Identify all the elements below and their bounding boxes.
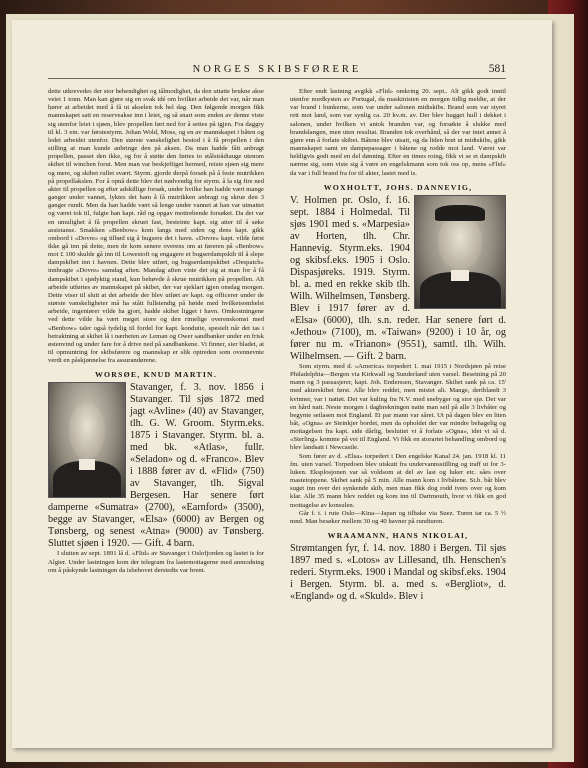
entry-note: Som styrm. med d. «America» torpedert 1. mai 1915 i Nordsjøen på reise Philadelphia—Bergen via Kirkwall og Sunderland uten varsel. Besetning på 20 mann og 3 passasjerer, kapt. Joh. Enderssen, Stavanger. Skibet sank på ca. 15' med akterskibet først. Alle blev reddet, men mistet alt. Mange, deriblandt 3 kvinner, var i nattøi. Det var kuling fra N.V. med snebyger og stor sjø. Det var en hård natt. Neste morgen i dagbrekningen natte man seil på alle 3 livbåter og begynte seilasen mot England. Et par mann var såret. Ut på dagen blev en liten båt, «Ogna» av Steinkjer bordet, men da opholdet der var mindre behagelig og mottagelsen fra kapt. side dårlig, besluttet vi å forlate «Ogna», idet vi så d. «Sterling» komme på vei til England. Vi fikk en storartet behandling ombord og blev landsatt i Newcastle. xyxy=(290,362,506,452)
bio-text: V. Holmen pr. Oslo, f. 16. sept. 1884 i Holmedal. Til sjøs 1901 med s. «Marpesia» av Horten, tlh. Chr. Hannevig. Styrm.eks. 1904 og skibsf.eks. 1905 i Oslo. Dispasjøreks. 1919. Styrm. bl. a. med en rekke skib tlh. Wilh. Wilhelmsen, Tønsberg. Blev i 1917 fører av d. «Elsa» (6000), tlh. s.n. reder. Har senere ført d. «Jethou» (7100), m. «Taiwan» (9200) i 10 år, og fører nu m. «Trianon» (9551), samtl. tlh. Wilh. Wilhelmsen. — Gift. 2 barn. xyxy=(290,194,506,362)
running-title: NORGES SKIBSFØRERE xyxy=(192,64,362,75)
running-header xyxy=(48,62,506,79)
right-column xyxy=(290,88,506,603)
entry-note-worsoe: I slutten av sept. 1891 lå d. «Flid» av Stavanger i Oslofjorden og lastet is for Algier. Under lastningen kom der telegram fra lastemottagerne med anmodning om å påskynde lastningen da isbehovet derstedts var brent. xyxy=(48,550,264,574)
portrait-worsoe xyxy=(48,382,126,498)
left-column xyxy=(48,88,264,575)
paragraph: Efter endt lastning avgikk «Flid» omkring 20. sept.. Alt gikk godt inntil utenfor nordkysten av Portugal, da maskinisten en morgen tidlig meldte, at der var brand i bunkerne, som var under salonen midtskibs. Brand som var styret rett mot land, som var synlig ca. 20 kv.m. av. Der blev hugget hull i dekket i salonen, under hvilken vi antok branden var, og forsøkte å slukke med brandslangen, men uten resultat. Branden tok overhånd, så der var intet annet å gjøre enn å forlate skibet. Båtene blev utsatt, og da liden brøt ut midtskibs, gikk mannskapet samt en dampepassager i båtene og rodde mot land. Været var heldigvis godt med en del dønning. Efter en times roing, fikk vi se et dampskib nærme sig, som viste sig å være en engelskmann som tok oss op, mens «Flid» da var i full brand fra for til akter, lastet med is. xyxy=(290,88,506,177)
portrait-collar xyxy=(79,459,94,470)
paragraph: dette utkrevedes der stor behendighet og tålmodighet, da den uttatte brukne akse veiet 1 tonn. Man kan gjøre sig en svak idé om hvilket arbeide det var, når man hører at arbeidet med å få ut akselen tok hel dag. Den følgende morgen fikk mannskapet satt en reserveakse inn i leiet, og så snart som enden av denne viste sig utenfor leiet i sjøen, blev propellen ført ned for å settes på igjen. Fra daggry til kl. 3 em. var førstestyrm. Johan Wold, Moss, og en av mannskapet i båten og ledet arbeidet utenfor. Den største vanskelighet bestod i å få propellen i den stilling at man kunde anbringe den på aksen. Da man hadde fått anbragt propellen, passet den ikke, og for å støtte den førtes to stålstrådtauge utenom skibet til winchen forut. Men man var beskjeftiget hermed, reiste sjøen sig mere og mere, og skibet rullet svært. Styrm. gjorde derpå forsøk på å feste mutrikken på propellakslen. For å opnå dette blev det nødvendig for styrm. å la sig fire ned akter til propellen og efter adskillige forsøk, under hvilke han hadde vært mange ganger under vannet, lyktes det ham å få mutrikken anbragt og skrue den 3 ganger rundt. Men da han hadde vært så lenge under vannet at han var utmattet og været tok til, fulgte han kapt. råd og opgav mottrebende forsøket. Da det var en umulighet å få propellen skruet fast, besteinte kapt. sig atter til å søke assistanse. Smakken «Benbow» kom langs med siden og dens kapt. gikk ombord i «Dovre» og tilbød sig å bugsere det i havn. «Dovre» kapt. vilde først ikke gå inn på dette, men de kom senere overens om at føreren på «Benbow» mot £ 100 skulde gå inn til Lowestoft og engagere et bugserdampskib til å slepe dampskibet inn i havnen. Dette blev utført, og bugserdampskibet «Despatch» innbragte «Dovre» samdag aften. Mandag aften viste det sig at man for å få dampskibet i sjødyktig stand, kun behøvde å skrue mutrikken på propellen. Alt arbeide utførtes av mannskapet på skibet, der var sjeklart igjen onsdag morgen. Dette viser til slutt at det arbeide der blev utført av kapt. og officerer under de største vanskeligheter må ha stått fullstendig på høide med hvilketsomhelst arbeide, ingeniører vilde ha gjort, hadde skibet ligget i havn. Omkostningene ved dette vilde ha vært meget store og den rimelige overenskomst med «Benbow» taler også tydelig til fordel for kapt. konduite, spesielt når det tas i betraktning at skibet lå i nærheten av Leman og Ower sandbanker under en frisk østenvind og under fare for å drive ned på sandbankene. Vi finner, sier bladet, at til opmuntring for skibsførere og mannskap er slik optreden som ovennevnte verdt en påskjønnelse fra assurandørene. xyxy=(48,88,264,365)
captain-cap xyxy=(435,205,485,221)
entry-note: Som fører av d. «Elsa» torpedert i Den engelske Kanal 24. jan. 1918 kl. 11 fm. uten varsel. Torpedoen blev utskutt fra undervannsstilling og traff ut for 3-luken. Eksplosjonen var så voldsom at del av last og luker etc. såes over mastetoppene. Skibet sank på 5 min. Alle mann kom i livbåtene. St.b. båt blev suget inn over det synkende skib, men man fikk dog rodd tvers over og kom klar. Alle 35 mann blev reddet og kom inn til Dartmouth, hvor vi fikk en god mottagelse av konsulen. xyxy=(290,452,506,509)
bio-text: Stavanger, f. 3. nov. 1856 i Stavanger. Til sjøs 1872 med jagt «Avline» (40) av Stavanger, tlh. G. W. Groom. Styrm.eks. 1875 i Stavanger. Styrm. bl. a. med bk. «Atlas», fullr. «Seladon» og d. «Franco». Blev i 1888 fører av d. «Flid» (750) av Stavanger, tlh. Sigval Bergesen. Har senere ført damperne «Sumatra» (2700), «Earnford» (3500), begge av Stavanger, «Elsa» (6000) av Bergen og Tønsberg, og senest «Atna» (9000) av Tønsberg. Sluttet sjøen i 1920. — Gift. 4 barn. xyxy=(48,382,264,550)
portrait-woxholtt xyxy=(414,195,506,309)
portrait-face xyxy=(438,216,481,270)
portrait-face xyxy=(69,404,105,459)
entry-bio-wraamann: Strømtangen fyr, f. 14. nov. 1880 i Bergen. Til sjøs 1897 med s. «Lotos» av Lillesand, tlh. Henschen's rederi. Styrm.eks. 1900 i Mandal og skibsf.eks. 1904 i Bergen. Styrm. bl. a. med s. «Bergliot», d. «England» og d. «Skuld». Blev i xyxy=(290,543,506,603)
portrait-collar xyxy=(451,270,469,281)
book-page xyxy=(12,20,552,748)
entry-note: Går f. t. i rute Oslo—Kina—Japan og tilbake via Suez. Turen tar ca. 5 ½ mnd. Man besøker mellem 30 og 40 havner på rundturen. xyxy=(290,509,506,525)
entry-heading-wraamann: WRAAMANN, HANS NIKOLAI, xyxy=(327,531,469,540)
entry-bio-woxholtt xyxy=(290,195,506,363)
entry-heading-woxholtt: WOXHOLTT, JOHS. DANNEVIG, xyxy=(323,182,473,192)
entry-bio-worsoe xyxy=(48,382,264,550)
page-number: 581 xyxy=(488,63,506,75)
entry-heading-worsoe: WORSØE, KNUD MARTIN. xyxy=(94,370,218,380)
